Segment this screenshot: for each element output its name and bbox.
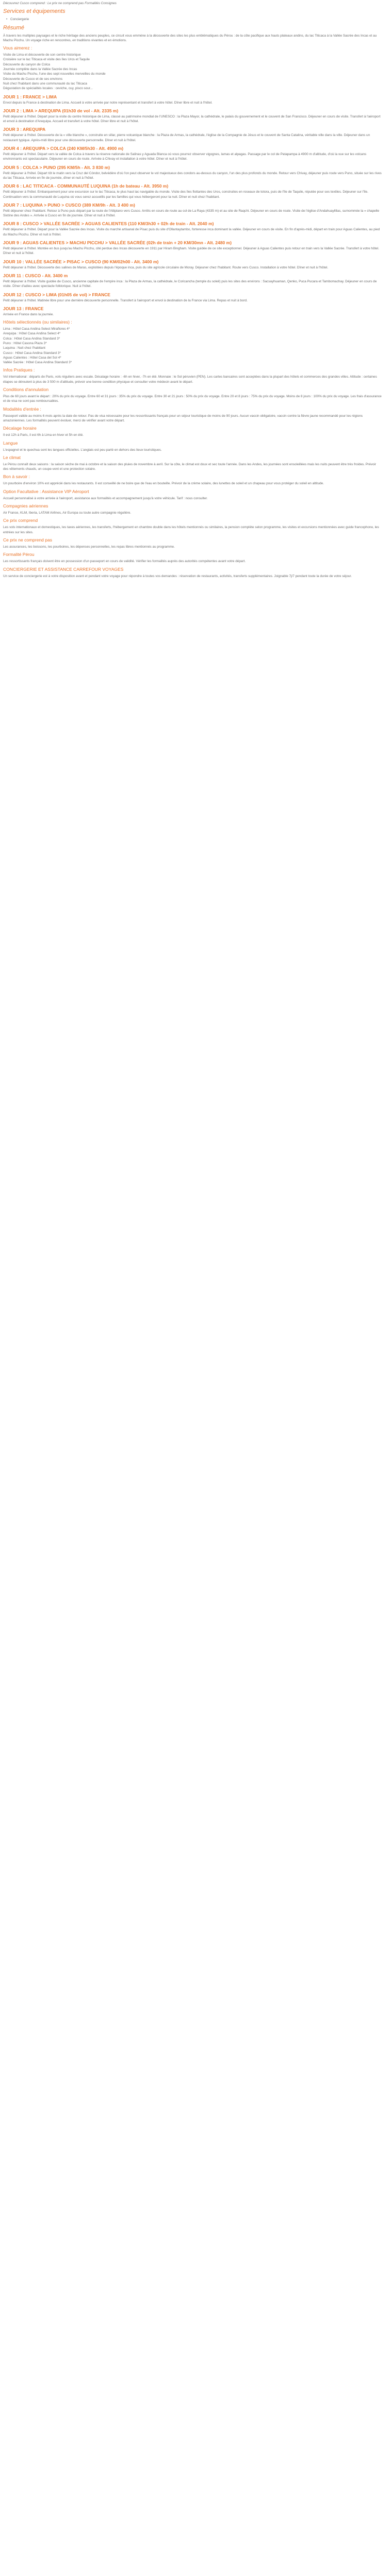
day-text: Petit déjeuner à l'hôtel. Départ pour la visite du centre historique de Lima, classé au patrimoine mondial de l'UNESCO : la Plaza Mayor, la cathédrale, le palais du gouvernement et le couvent de San Francisco. Déjeuner en cours de visite. Transfert à l'aéroport et envol à destination d'Arequipa. Accueil et transfert à votre hôtel. Dîner libre et nuit à l'hôtel. <box>3 114 382 124</box>
compagnies-title: Compagnies aériennes <box>3 503 48 509</box>
day-title: JOUR 11 : CUSCO - Alt. 3400 m <box>3 273 68 278</box>
day-title: JOUR 8 : CUSCO > VALLÉE SACRÉE > AGUAS CALIENTES (110 KM/3h30 + 02h de train - Alt. 2040 m) <box>3 221 214 227</box>
hotels-title: Hôtels sélectionnés (ou similaires) : <box>3 319 72 325</box>
aimerez-item: Visite de Lima et découverte de son centre historique <box>3 53 81 57</box>
prix-comprend-title: Ce prix comprend <box>3 518 38 523</box>
day-6 <box>3 183 382 199</box>
conciergerie-text: Un service de conciergerie est à votre disposition avant et pendant votre voyage pour répondre à toutes vos demandes : réservation de restaurants, activités, transferts supplémentaires. Joignable 7j/7 pendant toute la durée de votre séjour. <box>3 574 352 578</box>
climat-text: Le Pérou connaît deux saisons : la saison sèche de mai à octobre et la saison des pluies de novembre à avril. Sur la côte, le climat est doux et sec toute l'année. Dans les Andes, les journées sont ensoleillées mais les nuits peuvent être très froides. Prévoir des vêtements chauds, un coupe-vent et une protection solaire. <box>3 462 377 471</box>
day-11 <box>3 273 382 289</box>
prix-exclu-title: Ce prix ne comprend pas <box>3 537 52 543</box>
day-title: JOUR 12 : CUSCO > LIMA (01h05 de vol) > FRANCE <box>3 292 110 297</box>
langue-text: L'espagnol et le quechua sont les langues officielles. L'anglais est peu parlé en dehors des lieux touristiques. <box>3 448 162 452</box>
hotel-line: Puno : Hôtel Casona Plaza 3* <box>3 341 47 345</box>
day-title: JOUR 2 : LIMA > AREQUIPA (01h30 de vol - Alt. 2335 m) <box>3 108 119 113</box>
modalites-title: Modalités d'entrée : <box>3 406 41 412</box>
aimerez-item: Croisière sur le lac Titicaca et visite des îles Uros et Taquile <box>3 58 90 62</box>
day-text: Petit déjeuner à l'hôtel. Départ vers la vallée de Colca à travers la réserve nationale de Salinas y Aguada Blanca où vous pourrez observer vigognes, lamas et alpagas. Passage par le col de Patapampa à 4900 m d'altitude, d'où la vue sur les volcans environnants est spectaculaire. Déjeuner en cours de route. Arrivée à Chivay et installation à votre hôtel. Dîner et nuit à l'hôtel. <box>3 152 367 161</box>
day-2 <box>3 108 382 124</box>
hotels-list <box>3 327 382 365</box>
day-title: JOUR 6 : LAC TITICACA - COMMUNAUTÉ LUQUINA (1h de bateau - Alt. 3950 m) <box>3 183 169 189</box>
day-title: JOUR 5 : COLCA > PUNO (295 KM/5h - Alt. 3 830 m) <box>3 164 110 170</box>
day-7 <box>3 202 382 218</box>
hotel-line: Cusco : Hôtel Casa Andina Standard 3* <box>3 351 61 355</box>
services-item: • Conciergerie <box>10 17 382 22</box>
day-8 <box>3 221 382 237</box>
conditions-text: Plus de 60 jours avant le départ : 20% du prix du voyage. Entre 60 et 31 jours : 35% du prix du voyage. Entre 30 et 21 jours : 50% du prix du voyage. Entre 20 et 8 jours : 75% du prix du voyage. Moins de 8 jours : 100% du prix du voyage. Les frais d'assurance et de visa ne sont pas remboursables. <box>3 395 383 403</box>
resume-title: Résumé <box>3 24 24 31</box>
conciergerie-title: CONCIERGERIE ET ASSISTANCE CARREFOUR VOYAGES <box>3 566 124 572</box>
day-text: Petit déjeuner à l'hôtel. Découverte de la « ville blanche », construite en sillar, pierre volcanique blanche : la Plaza de Armas, la cathédrale, l'église de la Compagnie de Jésus et le couvent de Santa Catalina, véritable ville dans la ville. Déjeuner dans un restaurant typique. Après-midi libre pour une découverte personnelle. Dîner et nuit à l'hôtel. <box>3 133 371 142</box>
aimerez-title: Vous aimerez : <box>3 45 32 51</box>
bonsavoir-text: Un pourboire d'environ 10% est apprécié dans les restaurants. Il est conseillé de ne boire que de l'eau en bouteille. Prévoir de la crème solaire, des lunettes de soleil et un chapeau pour vous protéger du soleil en altitude. <box>3 482 324 486</box>
day-text: Petit déjeuner à l'hôtel. Départ tôt le matin vers la Cruz del Cóndor, belvédère d'où l'on peut observer le vol majestueux des condors au-dessus du canyon, l'un des plus profonds du monde. Retour vers Chivay, déjeuner puis route vers Puno, située sur les rives du lac Titicaca. Arrivée en fin de journée, dîner et nuit à l'hôtel. <box>3 171 383 180</box>
day-text: Envol depuis la France à destination de Lima. Accueil à votre arrivée par notre représentant et transfert à votre hôtel. Dîner libre et nuit à l'hôtel. <box>3 100 213 105</box>
aimerez-item: Découverte du canyon de Colca <box>3 62 50 66</box>
day-title: JOUR 1 : FRANCE > LIMA <box>3 94 57 99</box>
services-list <box>3 17 382 22</box>
page-content <box>0 0 385 584</box>
day-10 <box>3 259 382 270</box>
day-text: Petit déjeuner à l'hôtel. Découverte des salines de Maras, exploitées depuis l'époque inca, puis du site agricole circulaire de Moray. Déjeuner chez l'habitant. Route vers Cusco. Installation à votre hôtel. Dîner et nuit à l'hôtel. <box>3 265 328 269</box>
infos-text: Vol international : départs de Paris, vols réguliers avec escale. Décalage horaire : -6h en hiver, -7h en été. Monnaie : le Sol péruvien (PEN). Les cartes bancaires sont acceptées dans la plupart des hôtels et commerces des grandes villes. Altitude : certaines étapes se déroulent à plus de 3 500 m d'altitude, prévoir une bonne condition physique et consulter votre médecin avant le départ. <box>3 375 378 384</box>
day-title: JOUR 13 : FRANCE <box>3 306 44 311</box>
intro-text: Découvrez Cusco comprend : Le prix ne comprend pas Formalités Consignes <box>3 2 117 5</box>
day-title: JOUR 3 : AREQUIPA <box>3 127 46 132</box>
day-13 <box>3 306 382 317</box>
hotel-line: Lima : Hôtel Casa Andina Select Miraflores 4* <box>3 327 70 331</box>
formalite-text: Les ressortissants français doivent être en possession d'un passeport en cours de validité. Vérifier les formalités auprès des autorités compétentes avant votre départ. <box>3 560 246 564</box>
day-title: JOUR 10 : VALLÉE SACRÉE > PISAC > CUSCO (90 KM/02h00 - Alt. 3400 m) <box>3 259 159 264</box>
aimerez-list <box>3 53 382 91</box>
hotel-line: Colca : Hôtel Casa Andina Standard 3* <box>3 336 60 341</box>
day-text: Petit déjeuner à l'hôtel. Embarquement pour une excursion sur le lac Titicaca, le plus haut lac navigable du monde. Visite des îles flottantes des Uros, construites en roseaux de totora, puis de l'île de Taquile, réputée pour ses textiles. Déjeuner sur l'île. Continuation vers la communauté de Luquina où vous serez accueillis par les familles qui vous hébergeront pour la nuit. Dîner et nuit chez l'habitant. <box>3 190 369 199</box>
prix-exclu-text: Les assurances, les boissons, les pourboires, les dépenses personnelles, les repas libres mentionnés au programme. <box>3 545 175 549</box>
langue-title: Langue <box>3 440 18 446</box>
day-1 <box>3 94 382 105</box>
day-text: Arrivée en France dans la journée. <box>3 312 54 316</box>
day-9 <box>3 240 382 256</box>
day-text: Petit déjeuner à l'hôtel. Montée en bus jusqu'au Machu Picchu, cité perdue des Incas découverte en 1911 par Hiram Bingham. Visite guidée de ce site exceptionnel. Déjeuner à Aguas Calientes puis retour en train vers la Vallée Sacrée. Transfert à votre hôtel. Dîner et nuit à l'hôtel. <box>3 247 380 256</box>
aimerez-item: Nuit chez l'habitant dans une communauté du lac Titicaca <box>3 81 87 86</box>
conditions-title: Conditions d'annulation <box>3 387 49 393</box>
aimerez-item: Dégustation de spécialités locales : ceviche, cuy, pisco sour... <box>3 87 93 91</box>
aimerez-item: Journée complète dans la Vallée Sacrée des Incas <box>3 67 77 72</box>
aimerez-item: Découverte de Cusco et de ses environs <box>3 77 63 81</box>
day-5 <box>3 164 382 181</box>
day-3 <box>3 126 382 143</box>
prix-comprend-text: Les vols internationaux et domestiques, les taxes aériennes, les transferts, l'hébergement en chambre double dans les hôtels mentionnés ou similaires, la pension complète selon programme, les visites et excursions mentionnées avec guide francophone, les entrées sur les sites. <box>3 526 380 534</box>
bonsavoir-title: Bon à savoir : <box>3 474 30 480</box>
compagnies-text: Air France, KLM, Iberia, LATAM Airlines, Air Europa ou toute autre compagnie régulière. <box>3 511 132 515</box>
day-title: JOUR 4 : AREQUIPA > COLCA (240 KM/5h30 - Alt. 4900 m) <box>3 146 124 151</box>
services-title: Services et équipements <box>3 8 66 15</box>
day-text: Petit déjeuner à l'hôtel. Départ pour la Vallée Sacrée des Incas. Visite du marché artisanal de Pisac puis du site d'Ollantaytambo, forteresse inca dominant la vallée. Déjeuner en cours de visite. En fin d'après-midi, départ en train pour Aguas Calientes, au pied du Machu Picchu. Dîner et nuit à l'hôtel. <box>3 228 381 236</box>
aimerez-item: Visite du Machu Picchu, l'une des sept nouvelles merveilles du monde <box>3 72 106 76</box>
hotel-line: Arequipa : Hôtel Casa Andina Select 4* <box>3 332 61 336</box>
infos-title: Infos Pratiques : <box>3 367 35 373</box>
option-title: Option Facultative : Assistance VIP Aéroport <box>3 488 89 494</box>
day-4 <box>3 145 382 162</box>
climat-title: Le climat <box>3 454 21 460</box>
option-text: Accueil personnalisé à votre arrivée à l'aéroport, assistance aux formalités et accompagnement jusqu'à votre véhicule. Tarif : nous consulter. <box>3 496 208 500</box>
modalites-text: Passeport valide au moins 6 mois après la date de retour. Pas de visa nécessaire pour les ressortissants français pour un séjour touristique de moins de 90 jours. Aucun vaccin obligatoire, vaccin contre la fièvre jaune recommandé pour les régions amazoniennes. Les formalités peuvent évoluer, merci de vérifier avant votre départ. <box>3 414 364 422</box>
resume-text: À travers les multiples paysages et le riche héritage des anciens peuples, ce circuit vous emmène à la découverte des sites les plus emblématiques du Pérou : de la côte pacifique aux hauts plateaux andins, du lac Titicaca à la Vallée Sacrée des Incas et au Machu Picchu. Un voyage riche en rencontres, en traditions vivantes et en émotions. <box>3 33 378 42</box>
day-text: Petit déjeuner chez l'habitant. Retour à Puno puis départ par la route de l'Altiplano vers Cusco. Arrêts en cours de route au col de La Raya (4335 m) et au site de Raqchi. Déjeuner en cours de route. Visite de l'église d'Andahuaylillas, surnommée la « chapelle Sixtine des Andes ». Arrivée à Cusco en fin de journée. Dîner et nuit à l'hôtel. <box>3 209 380 218</box>
hotel-line: Luquina : Nuit chez l'habitant <box>3 346 45 350</box>
day-text: Petit déjeuner à l'hôtel. Matinée libre pour une dernière découverte personnelle. Transfert à l'aéroport et envol à destination de la France via Lima. Repas et nuit à bord. <box>3 298 248 302</box>
day-12 <box>3 292 382 303</box>
hotel-line: Vallée Sacrée : Hôtel Casa Andina Standard 3* <box>3 361 72 365</box>
decalage-title: Décalage horaire <box>3 426 37 431</box>
day-title: JOUR 9 : AGUAS CALIENTES > MACHU PICCHU > VALLÉE SACRÉE (02h de train + 20 KM/30mn - Alt. 2480 m) <box>3 240 232 246</box>
hotel-line: Aguas Calientes : Hôtel Casa del Sol 4* <box>3 355 61 360</box>
day-text: Petit déjeuner à l'hôtel. Visite guidée de Cusco, ancienne capitale de l'empire inca : la Plaza de Armas, la cathédrale, le Coricancha (temple du soleil) puis les sites des environs : Sacsayhuaman, Qenko, Puca Pucara et Tambomachay. Déjeuner en cours de visite. Dîner d'adieu avec spectacle folklorique. Nuit à l'hôtel. <box>3 279 378 289</box>
decalage-text: Il est 12h à Paris, il est 6h à Lima en hiver et 5h en été. <box>3 433 84 437</box>
formalite-title: Formalité Pérou <box>3 552 35 557</box>
day-title: JOUR 7 : LUQUINA > PUNO > CUSCO (389 KM/9h - Alt. 3 400 m) <box>3 202 135 208</box>
